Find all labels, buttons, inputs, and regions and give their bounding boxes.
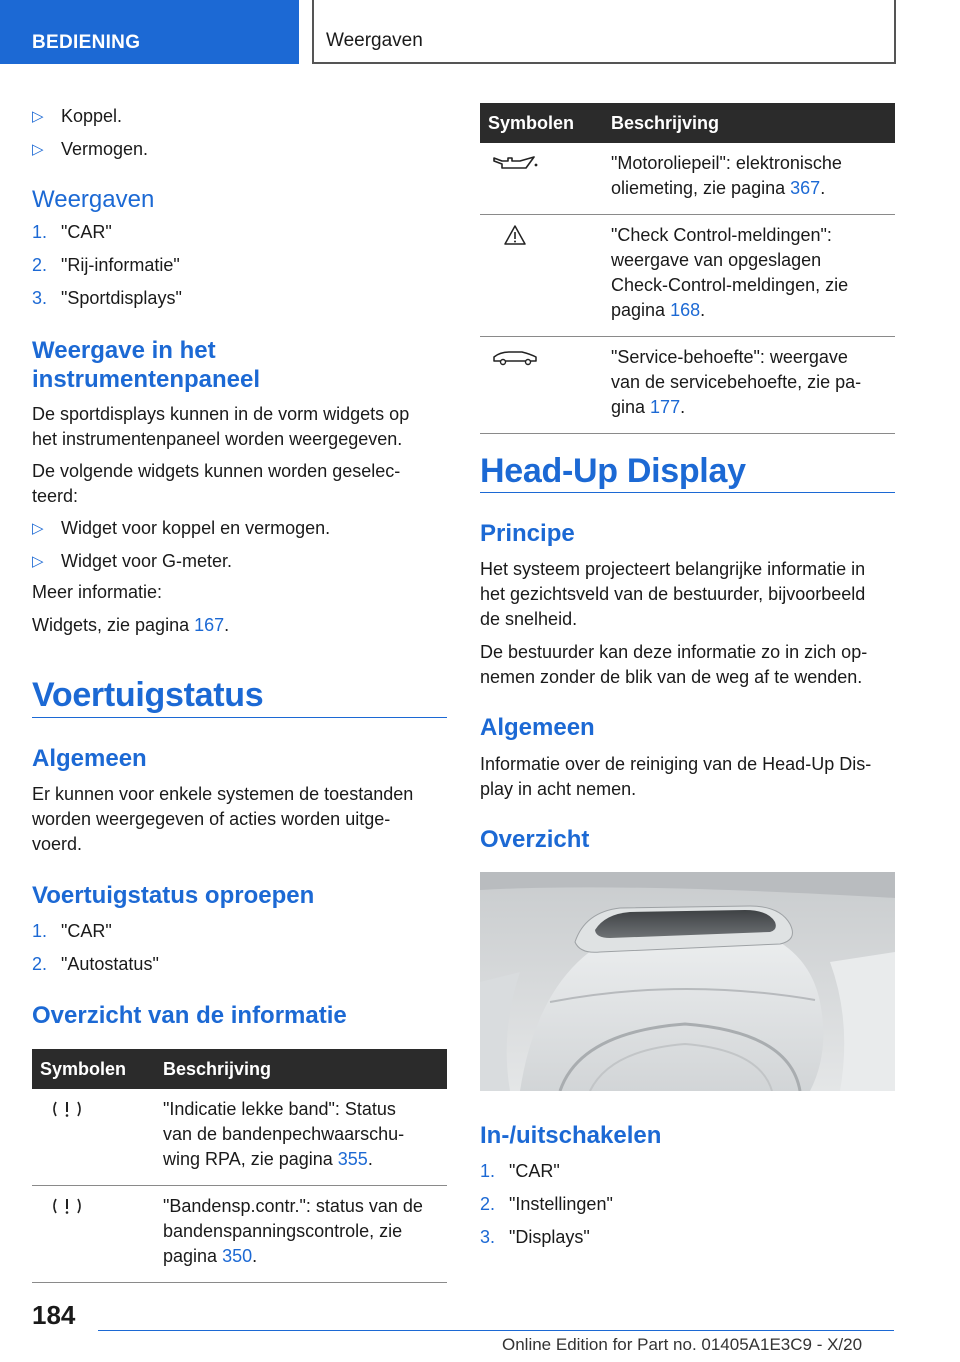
footer-rule [98, 1330, 894, 1331]
heading-rule [32, 717, 447, 718]
widgets-reference: Widgets, zie pagina 167. [32, 615, 230, 635]
page-link[interactable]: 177 [650, 397, 681, 417]
heading-algemeen: Algemeen [480, 714, 595, 741]
heading-in-uitschakelen: In-/uitschakelen [480, 1122, 662, 1149]
heading-overzicht-informatie: Overzicht van de informatie [32, 1002, 347, 1029]
symbol-table [480, 103, 895, 434]
heading-principe: Principe [480, 520, 575, 547]
paragraph: Er kunnen voor enkele systemen de toestanden worden weergegeven of acties worden uitge- voerd. [32, 784, 414, 854]
col-header-symbol: Symbolen [480, 103, 603, 143]
triangle-bullet-icon: ▷ [32, 553, 44, 570]
more-info-label: Meer informatie: [32, 582, 163, 602]
heading-weergaven: Weergaven [32, 186, 155, 213]
table-row: "Check Control-meldingen": weergave van opgeslagen Check-Control-meldingen, zie pagina 168. [480, 215, 895, 337]
heading-head-up-display: Head-Up Display [480, 452, 746, 490]
heading-instrumentenpaneel: Weergave in het instrumentenpaneel [32, 337, 261, 393]
triangle-bullet-icon: ▷ [32, 108, 44, 125]
col-header-symbol: Symbolen [32, 1049, 155, 1089]
heading-voertuigstatus: Voertuigstatus [32, 676, 264, 714]
page-link[interactable]: 367 [790, 178, 821, 198]
heading-oproepen: Voertuigstatus oproepen [32, 882, 315, 909]
paragraph: De bestuurder kan deze informatie zo in zich op- nemen zonder de blik van de weg af te wenden. [480, 642, 868, 687]
chapter-tab: BEDIENING [0, 0, 299, 64]
section-title: Weergaven [312, 0, 896, 64]
tire-warning-icon [42, 1097, 92, 1121]
page-link[interactable]: 355 [337, 1149, 368, 1169]
symbol-table [32, 1049, 447, 1283]
heading-algemeen: Algemeen [32, 745, 147, 772]
warning-triangle-icon [490, 223, 540, 247]
col-header-description: Beschrijving [603, 103, 895, 143]
page-link[interactable]: 167 [194, 615, 225, 635]
oil-can-icon [490, 151, 540, 175]
page-number: 184 [32, 1300, 76, 1330]
table-row: "Indicatie lekke band": Status van de bandenpechwaarschu- wing RPA, zie pagina 355. [32, 1089, 447, 1186]
hud-dashboard-image [480, 872, 895, 1091]
paragraph: Informatie over de reiniging van de Head-Up Dis- play in acht nemen. [480, 754, 872, 799]
table-row: "Service-behoefte": weergave van de servicebehoefte, zie pa- gina 177. [480, 337, 895, 434]
table-row: "Motoroliepeil": elektronische oliemeting, zie pagina 367. [480, 143, 895, 215]
edition-text: Online Edition for Part no. 01405A1E3C9 - X/20 [502, 1335, 863, 1354]
car-service-icon [490, 345, 540, 369]
paragraph: De volgende widgets kunnen worden geselec- teerd: [32, 461, 401, 506]
col-header-description: Beschrijving [155, 1049, 447, 1089]
triangle-bullet-icon: ▷ [32, 520, 44, 537]
table-row: "Bandensp.contr.": status van de bandenspanningscontrole, zie pagina 350. [32, 1186, 447, 1283]
paragraph: Het systeem projecteert belangrijke informatie in het gezichtsveld van de bestuurder, bijvoorbeeld de snelheid. [480, 559, 866, 629]
heading-rule [480, 492, 895, 493]
triangle-bullet-icon: ▷ [32, 141, 44, 158]
tire-pressure-icon [42, 1194, 92, 1218]
page-link[interactable]: 350 [222, 1246, 253, 1266]
heading-overzicht: Overzicht [480, 826, 590, 853]
paragraph: De sportdisplays kunnen in de vorm widgets op het instrumentenpaneel worden weergegeven. [32, 404, 410, 449]
hud-photo [480, 872, 895, 1091]
page-link[interactable]: 168 [670, 300, 701, 320]
